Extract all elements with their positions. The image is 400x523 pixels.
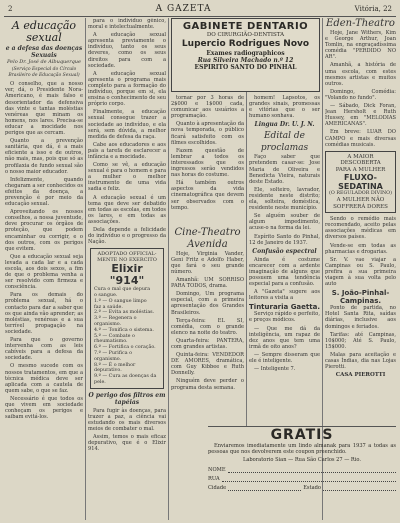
article-paragraph: Serviço rápido e perfeito, e preços módicos.: [249, 311, 320, 324]
elixir-name: Elixir "914": [109, 262, 145, 288]
article-paragraph: Há também outros aspectos da vida cinematográfica que devem ser observados com o tempo.: [171, 180, 244, 211]
column-divider: [168, 18, 169, 520]
eden-listing: — Sábado, Dick Foran, Jean Hersholt e Ruth Hussey, em "MELODIAS AMERICANAS".: [325, 103, 396, 128]
article-paragraph: Finalmente, a educação sexual consegue trazer a sociedade ao indivíduo, e ela será, sem dúvida, a melhor medida de defesa da raça.: [88, 109, 166, 140]
eden-listing: Em breve: LUAR DO CAMPO e mais diversas comédias musicais.: [325, 129, 396, 148]
bus-line-name: S. João-Pinhal-Campinas.: [331, 289, 390, 306]
article-paragraph: Sr. V. vae viajar a Campinas ou S. Paulo, prefira a sua primeira viagem à sua volta pelo auto: [325, 256, 396, 288]
cine-listing: Terça-feira: EL SI, comédia, com o grande elenco na noite do teatro.: [171, 317, 244, 336]
cine-listing: Quinta-feira: VENDEDOR DE AMORES, dramática, com Guy Kibbee e Ruth Donnelly.: [171, 352, 244, 377]
ad-line: A MULHER NÃO: [336, 197, 385, 204]
elixir-line: o sangue.: [94, 293, 118, 299]
elixir-line: 4.º — Tonifica o sistema.: [94, 327, 154, 333]
article-paragraph: Ponto de partida, no Hotel Santa Rita, saídas diárias, inclusive aos domingos e feriados.: [325, 305, 396, 330]
ad-product-name: FLUXO-SEDATINA: [338, 173, 383, 192]
article-paragraph: Fazem questão de lembrar a todos os interessados que os ingressos serão vendidos nas horas do costume.: [171, 147, 244, 179]
section-heading: Confusão espectral: [252, 247, 317, 255]
tinturaria-name: Tinturaria Gaetta.: [249, 303, 320, 312]
article-paragraph: Malas para aceitação e casas Índias, dia nas Lojas Pierotti.: [325, 351, 396, 371]
dentist-name: Lupercio Rodrigues Novo: [181, 39, 310, 49]
coupon-name-row: [208, 467, 396, 473]
column-cinema: [171, 95, 244, 425]
coupon-name-line[interactable]: [228, 468, 396, 473]
article-subhead: e a defesa das doenças Sexuais: [5, 45, 83, 59]
article-paragraph: homem! Lapsotos, os grandes sinais, promessas e vitórias que o ser humano sonhava.: [249, 95, 320, 120]
article-paragraph: Para que o governo intervenha com as leis cabíveis para a defesa da sociedade.: [5, 337, 83, 362]
edital-title: Edital de proclamas: [260, 131, 309, 154]
article-paragraph: Dela depende a felicidade do indivíduo e o progresso da Nação.: [88, 227, 166, 246]
article-paragraph: Para os demais do problema sexual, há o contacto para dar a saber que os que ainda vão aprender; as moléstias, venéreas e a sua terrível propagação na sociedade.: [5, 292, 83, 335]
article-paragraph: Tarifas: até Campinas, 10$000; Até S. Paulo, 15$000.: [325, 331, 396, 350]
column-education-continued: [88, 18, 166, 518]
article-paragraph: tornar por 3 horas de 2$000 e 1$000 cada, comunicar aos usuários a programação.: [171, 95, 244, 120]
dentist-subtitle: DO CIRURGIÃO-DENTISTA: [206, 32, 285, 38]
coupon-street-label: RUA: [208, 475, 220, 482]
article-paragraph: A educação sexual apresenta previamente o indivíduo, tanto os seus deveres, como os seus direitos para com a sociedade.: [88, 32, 166, 69]
column-divider: [85, 18, 86, 520]
elixir-heading: MENTE NO EXERCITO: [97, 257, 157, 264]
ad-line: A MAIOR DESCOBERTA: [340, 153, 381, 167]
dialog-line: — Sempre disseram que ele é inteligente.: [249, 351, 320, 364]
article-headline: A educação sexual: [11, 19, 77, 44]
page-number: 2: [8, 5, 13, 13]
elixir-line: 7.º — Purifica o organismo.: [94, 351, 132, 362]
column-proclamas: [249, 95, 320, 425]
cine-listing: Ninguém deve perder o programa desta semana.: [171, 378, 244, 391]
article-paragraph: Quanto a prevenção sanitária, que dá, é a mais eficiente a isso e de outros, não mais, mas, pois que só as profilaxia de fundo sexual são o nosso maior educador.: [5, 138, 83, 175]
ad-line: (O REGULADOR DIVINO): [329, 191, 392, 197]
ad-line: SOFFRERÁ DORES: [333, 203, 388, 210]
article-paragraph: O mesmo sucede com os nossos tratamentos, em que a técnica médica deve ser aplicada com a cautela de quem sabe, o que se faz.: [5, 363, 83, 394]
edital-paragraph: Se alguém souber de algum impedimento, acuse-o na forma da lei.: [249, 213, 320, 232]
elixir-line: 8.º — É o melhor depurativo.: [94, 362, 136, 374]
article-paragraph: Vende-se em todas as pharmacias e drogarias.: [325, 242, 396, 255]
elixir-line: Cura o mal que depura: [94, 287, 151, 293]
masthead: [0, 2, 400, 16]
article-paragraph: Aproveitando os nossos conselhos, a nossa juventude, deve procurar os órgãos de proteção, que podem encaminhar ou corrigir, e o dos outros, com os perigos que evitem.: [5, 209, 83, 252]
date-line: Vitória, 22: [354, 5, 392, 13]
dialog-line: — Inteligente 7.: [254, 366, 296, 373]
cine-listing: Quarta-feira: PANTERA, com grandes artistas.: [171, 337, 244, 350]
elixir-line: 3.º — Regenera o organismo.: [94, 316, 137, 328]
dentist-city: ESPIRITO SANTO DO PINHAL: [194, 64, 297, 71]
elixir-line: 2.º — Evita as moléstias.: [94, 310, 155, 316]
fluxo-sedatina-advertisement: [325, 151, 396, 214]
eden-theatro-title: Eden-Theatro: [326, 18, 395, 29]
elixir-line: 5.º — Combate o rheumatismo.: [94, 333, 135, 345]
masthead-rule: [4, 16, 396, 17]
article-paragraph: Sendo o remédio mais recomendado, aceito pelas associações médicas em diversos países.: [325, 216, 396, 241]
elixir-line: 6.º — Fortifica o coração.: [94, 345, 156, 351]
elixir-heading: ADOPTADO OFFICIAL-: [97, 251, 157, 258]
eden-listing: Amanhã, a história de uma escola, com estes mesmos artistas e muitos outros.: [325, 62, 396, 87]
article-paragraph: Ainda é costume encarecer com a ardente imaginação de alguns que possuem uma tendência especial para a confusão.: [249, 256, 320, 288]
article-paragraph: O conselho, que a nosso ver, dá, o Presidente Nora-Americano, é mais falso e desorientador da defensiva das vinte e tantas moléstias venéreas que minam os homens, nos lares. Precisa-se educar a mocidade nos perigos que as cercam.: [5, 81, 83, 137]
article-paragraph: A "Gazeta" sugere aos leitores a visita a: [249, 289, 320, 302]
coupon-city-line[interactable]: [228, 486, 301, 491]
coupon-state-label: Estado: [303, 485, 321, 492]
article-paragraph: Que a educação sexual seja levada a cada lar e a cada escola, aos dois sexos, a fim de que o problema venha a ser resolvido com firmeza e consciência.: [5, 253, 83, 291]
column-education-article: [5, 18, 83, 518]
dentist-exams: Exames radiographicos: [206, 50, 285, 57]
article-paragraph: Necessário é que todos os que vivem em sociedade conheçam os perigos e saibam evitá-los.: [5, 395, 83, 421]
article-byline: Pelo Dr. José de Albuquerque: [7, 59, 81, 65]
cine-listing: Amanhã: UM SORRISO PARA TODOS, drama.: [171, 277, 244, 290]
elixir-line: faz a saúde.: [94, 304, 123, 310]
section-heading: Lingua Dr. U. J. N.: [254, 121, 315, 129]
cine-listing: Domingo, Um programa especial, com a primeira apresentação dos Grandes Brasileiros.: [171, 291, 244, 316]
gratis-lab: Laboratorio Sian — Rua São Carlos 27 — Rio.: [242, 457, 361, 464]
elixir-advertisement: [90, 248, 164, 389]
coupon-city-row: [208, 485, 396, 491]
edital-paragraph: Espírito Santo do Pinhal, 12 de Janeiro de 1937.: [249, 233, 320, 246]
article-paragraph: Cabe aos educadores e aos pais a tarefa de esclarecer a infância e a mocidade.: [88, 141, 166, 160]
section-heading: O perigo dos filtros em tapéias: [88, 391, 166, 406]
article-paragraph: Quanto à apresentação da nova temporada, o público ficará satisfeito com os filmes escolhidos.: [171, 121, 244, 146]
article-paragraph: A educação sexual apresenta o programa mais completo para a formação do indivíduo, porque em si, ela ensina o conhecimento de seu próprio corpo.: [88, 70, 166, 108]
article-paragraph: Para fugir às doenças, para trazer a paz, a ciência vai estudando os mais diversos meios de combater o mal.: [88, 407, 166, 433]
coupon-name-label: NOME: [208, 466, 226, 473]
dentist-address: Rua Silveira Machado n.º 12: [197, 57, 294, 64]
dentist-advertisement: [171, 18, 320, 92]
dialog-line: — Que me dá da inteligência, um rapaz de dez anos que tem uma irmã de oito anos?: [249, 325, 320, 350]
casa-pierotti: CASA PIEROTTI: [335, 372, 386, 379]
edital-paragraph: Ele, solteiro, lavrador, residente neste distrito; ela, solteira, doméstica, residente neste município.: [249, 186, 320, 212]
column-eden-theatro: [325, 18, 396, 423]
coupon-state-line[interactable]: [323, 486, 396, 491]
article-paragraph: Assim, temos o mais eficaz depurativo, que é o Elixir 914.: [88, 434, 166, 453]
gratis-title: GRATIS: [270, 427, 334, 443]
gratis-text: Enviaremos imediatamente um lindo almanak para 1937 a todas as pessoas que nos devolverem este coupon preenchido.: [208, 443, 396, 456]
coupon-street-row: [208, 476, 396, 482]
elixir-list: [94, 287, 160, 386]
edital-paragraph: Faço saber que pretendem casar-se: Jose Maria de Oliveira e Benedicta Vieira, naturais deste Estado.: [249, 154, 320, 185]
eden-listing: Domingo, Comédia: "Volando no fundo".: [325, 88, 396, 101]
gratis-coupon: [208, 426, 396, 520]
elixir-line: 1.º — O sangue limpo: [94, 298, 147, 304]
article-paragraph: A educação sexual é um tema que deve ser debatido em todas as escolas, em todos os lares, e em todas as associações.: [88, 194, 166, 225]
ad-line: PARA A MULHER: [335, 166, 386, 173]
dentist-title: GABINETE DENTARIO: [182, 21, 309, 32]
newspaper-title: A GAZETA: [155, 4, 212, 14]
coupon-city-label: Cidade: [208, 485, 227, 492]
article-byline-note: (Serviço Especial do Círculo Brasileiro de Educação Sexual): [8, 67, 80, 79]
eden-listing: Hoje, Jane Withers, Kim e George Arthur, Joan Tomlin, na engraçadíssima comédia "PERDIDO NO AR".: [325, 30, 396, 61]
elixir-line: 9.º — Cura as doenças da pele.: [94, 374, 157, 386]
cine-theatro-title: Cine-Theatro Avenida: [174, 226, 241, 250]
article-paragraph: Como se vê, a educação sexual é para o homem e para a mulher o melhor instrumento de uma vida sadia e feliz.: [88, 162, 166, 193]
coupon-street-line[interactable]: [222, 477, 396, 482]
article-paragraph: para o indivíduo gênico, moral e intelectualmente.: [88, 18, 166, 31]
cine-listing: Hoje, Virginia Vander, Geni Fritz e Adolfo Haber, que fará o seu grande número.: [171, 250, 244, 275]
article-paragraph: Infelizmente, quando chegaram a ser conhecidos os efeitos da doença, a prevenção é por meio da educação sexual.: [5, 176, 83, 208]
